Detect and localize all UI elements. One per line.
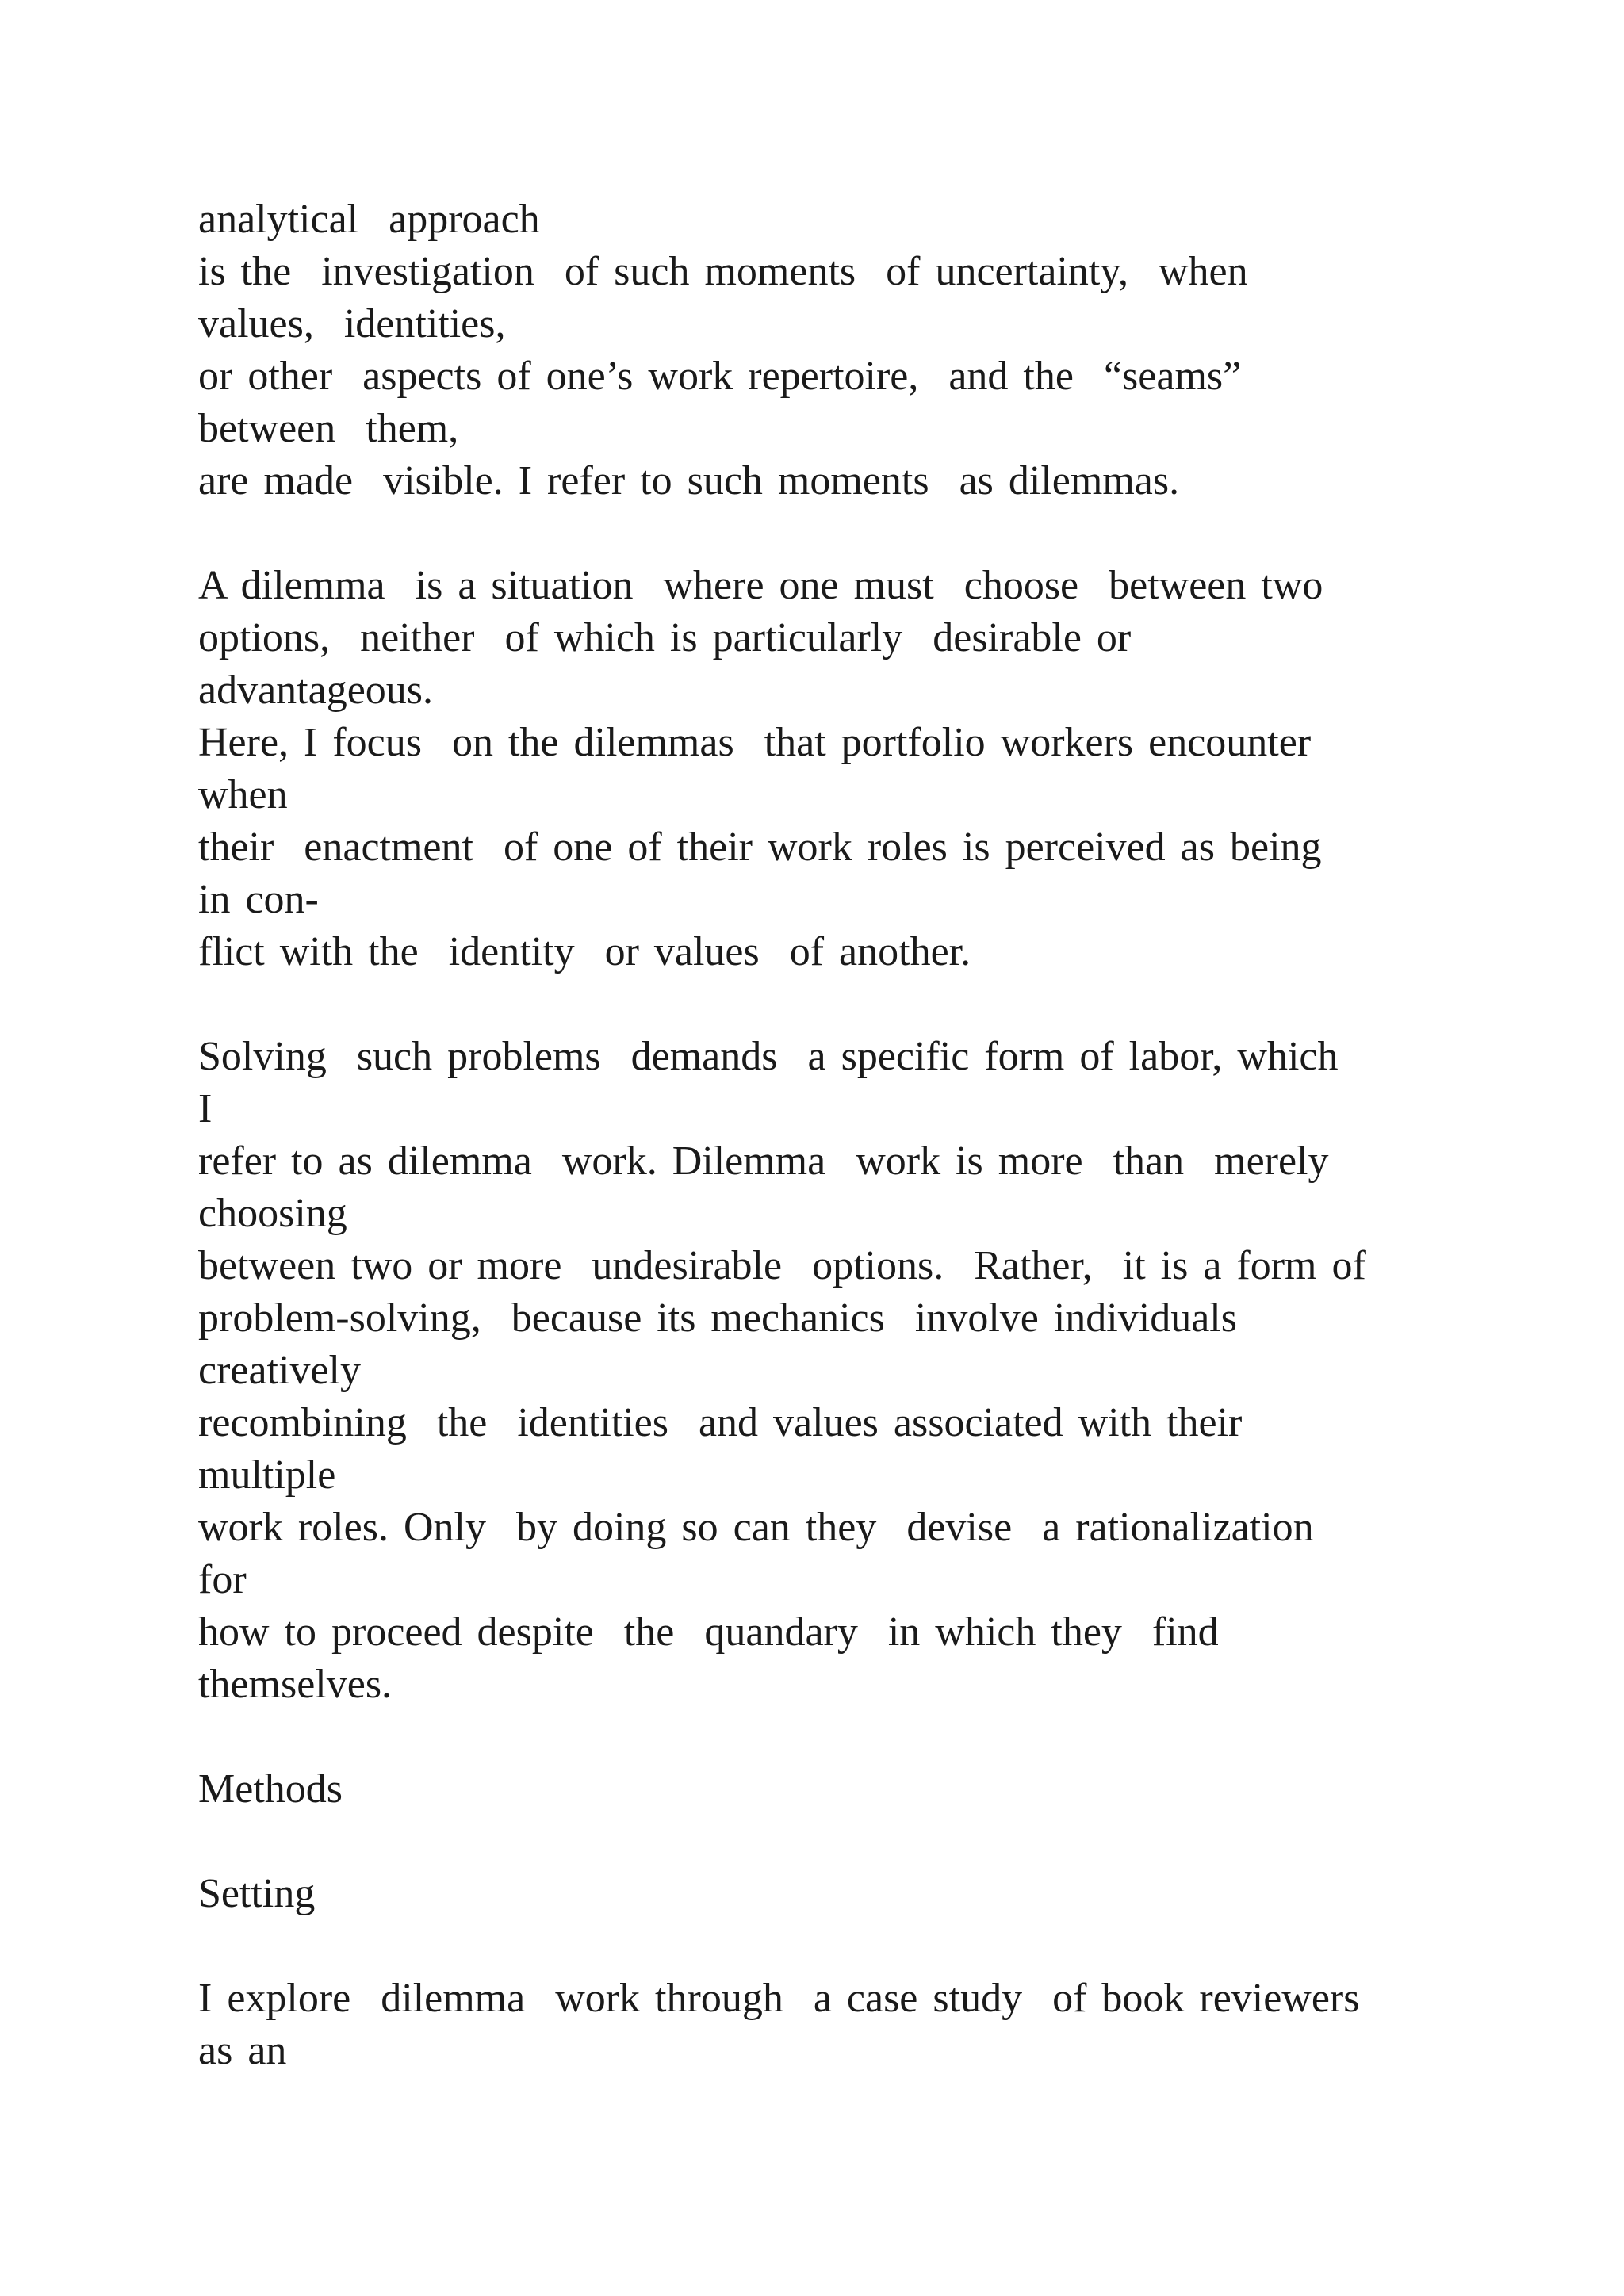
text-line: analytical approach — [198, 197, 540, 242]
text-line: advantageous. — [198, 668, 434, 713]
text-line: A dilemma is a situation where one must choose between two — [198, 563, 1323, 608]
text-line: between two or more undesirable options. Rather, it is a form of — [198, 1243, 1366, 1288]
text-line: I — [198, 1086, 213, 1131]
text-line: creatively — [198, 1348, 361, 1393]
section-heading: Methods — [198, 1766, 343, 1812]
text-line: between them, — [198, 406, 459, 451]
text-line: values, identities, — [198, 301, 506, 346]
text-line: when — [198, 772, 288, 817]
subsection-heading: Setting — [198, 1871, 316, 1916]
text-line: Here, I focus on the dilemmas that portfolio workers encounter — [198, 720, 1312, 765]
document-body — [198, 193, 1530, 2077]
text-line: is the investigation of such moments of uncertainty, when — [198, 249, 1248, 294]
heading-setting — [198, 1868, 1530, 1920]
paragraph-dilemma-definition — [198, 560, 1530, 978]
text-line: options, neither of which is particularly desirable or — [198, 615, 1132, 660]
text-line: are made visible. I refer to such moments as dilemmas. — [198, 458, 1180, 503]
text-line: themselves. — [198, 1662, 393, 1707]
text-line: recombining the identities and values associated with their — [198, 1400, 1243, 1445]
heading-methods — [198, 1763, 1530, 1816]
text-line: flict with the identity or values of another. — [198, 929, 971, 974]
text-line: choosing — [198, 1191, 347, 1236]
paragraph-spacer — [198, 1711, 1530, 1763]
text-line: Solving such problems demands a specific form of labor, which — [198, 1034, 1339, 1079]
text-line: how to proceed despite the quandary in which they find — [198, 1609, 1219, 1655]
text-line: multiple — [198, 1452, 336, 1498]
text-line: problem-solving, because its mechanics involve individuals — [198, 1295, 1237, 1341]
text-line: I explore dilemma work through a case study of book reviewers — [198, 1976, 1360, 2021]
text-line: or other aspects of one’s work repertoire, and the “seams” — [198, 354, 1242, 399]
paragraph-spacer — [198, 1816, 1530, 1868]
paragraph-case-study — [198, 1973, 1530, 2077]
paragraph-analytical-approach — [198, 193, 1530, 507]
text-line: for — [198, 1557, 247, 1602]
text-line: as an — [198, 2028, 287, 2073]
paragraph-spacer — [198, 507, 1530, 560]
text-line: refer to as dilemma work. Dilemma work is more than merely — [198, 1138, 1329, 1184]
text-line: their enactment of one of their work roles is perceived as being — [198, 825, 1322, 870]
paragraph-spacer — [198, 978, 1530, 1031]
paragraph-dilemma-work — [198, 1031, 1530, 1711]
paragraph-spacer — [198, 1920, 1530, 1973]
text-line: in con- — [198, 877, 319, 922]
text-line: work roles. Only by doing so can they devise a rationalization — [198, 1505, 1314, 1550]
